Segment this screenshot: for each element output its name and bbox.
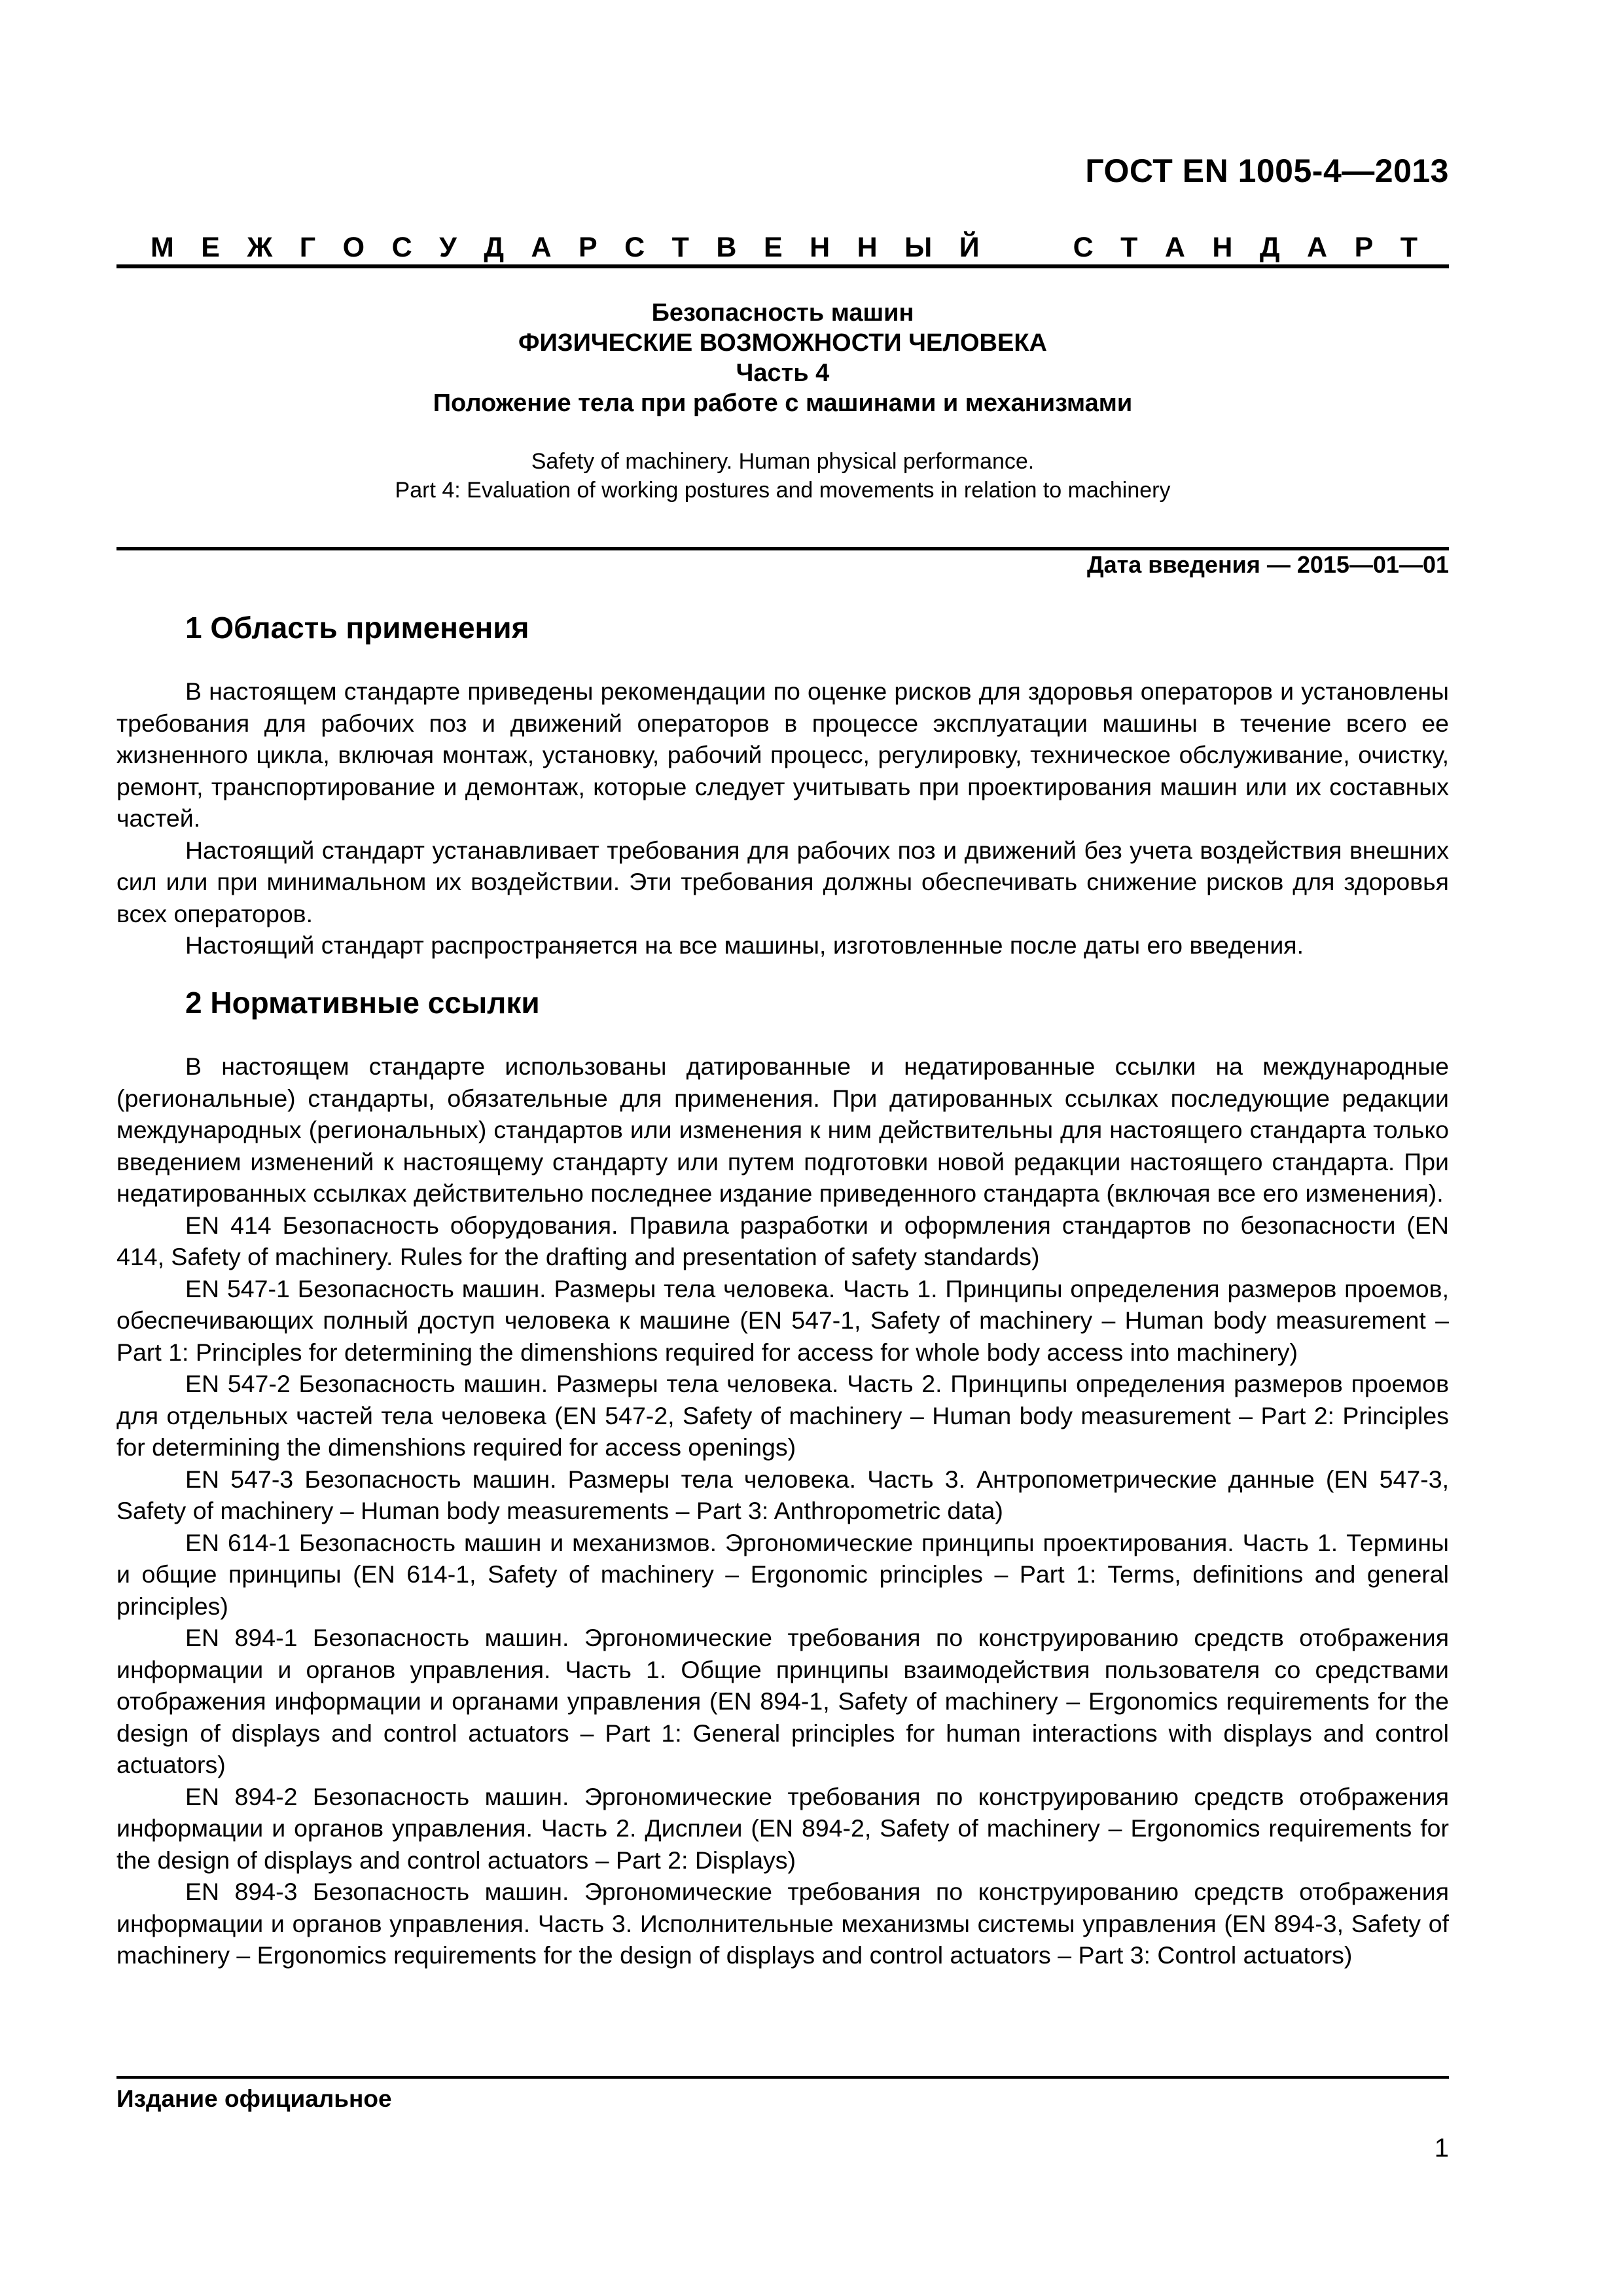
english-title-line: Part 4: Evaluation of working postures and movements in relation to machinery: [395, 478, 1171, 503]
heading-letter: О: [342, 231, 365, 263]
heading-letter: А: [1164, 231, 1185, 263]
heading-letter: Т: [1120, 231, 1138, 263]
heading-letter: Р: [1354, 231, 1374, 263]
section-heading: 2 Нормативные ссылки: [185, 986, 540, 1020]
heading-letter: Т: [671, 231, 689, 263]
english-title-line: Safety of machinery. Human physical performance.: [531, 449, 1035, 474]
paragraph: Настоящий стандарт устанавливает требования для рабочих поз и движений без учета воздействия внешних сил или при минимальном их воздействии. Эти требования должны обеспечивать снижение рисков для здоровья всех операторов.: [116, 836, 1449, 927]
section-normative-references: [116, 985, 1449, 1971]
heading-letter: Е: [763, 231, 783, 263]
title-divider: [116, 547, 1449, 550]
heading-letter: Ы: [904, 231, 933, 263]
reference-item: EN 547-1 Безопасность машин. Размеры тела человека. Часть 1. Принципы определения размеров проемов, обеспечивающих полный доступ человека к машине (EN 547-1, Safety of machinery – Human body measurement – Part 1: Principles for determining the dimenshions required for access for whole body access into machinery): [116, 1274, 1449, 1366]
section-scope: [116, 610, 1449, 961]
heading-letter: Р: [578, 231, 597, 263]
reference-item: EN 414 Безопасность оборудования. Правила разработки и оформления стандартов по безопасности (EN 414, Safety of machinery. Rules for the drafting and presentation of safety standards): [116, 1211, 1449, 1270]
introduction-date: Дата введения — 2015—01—01: [1086, 551, 1449, 578]
reference-item: EN 614-1 Безопасность машин и механизмов. Эргономические принципы проектирования. Часть 1. Термины и общие принципы (EN 614-1, Safety of machinery – Ergonomic principles – Part 1: Terms, definitions and general principles): [116, 1528, 1449, 1620]
title-block: [116, 298, 1449, 505]
heading-letter: В: [716, 231, 737, 263]
page-number: 1: [1434, 2134, 1449, 2162]
heading-letter: Г: [299, 231, 316, 263]
heading-letter: С: [1073, 231, 1094, 263]
heading-letter: Д: [1259, 231, 1280, 263]
title-line: ФИЗИЧЕСКИЕ ВОЗМОЖНОСТИ ЧЕЛОВЕКА: [518, 329, 1047, 357]
document-page: [116, 0, 1449, 2296]
reference-item: EN 894-1 Безопасность машин. Эргономические требования по конструированию средств отображения информации и органов управления. Часть 1. Общие принципы взаимодействия пользователя со средствами отображения информации и органами управления (EN 894-1, Safety of machinery – Ergonomics requirements for the design of displays and control actuators – Part 1: General principles for human interactions with displays and control actuators): [116, 1624, 1449, 1778]
title-line: Положение тела при работе с машинами и механизмами: [433, 389, 1133, 417]
heading-letter: Й: [959, 231, 980, 263]
official-edition-label: Издание официальное: [116, 2085, 392, 2112]
heading-letter: С: [391, 231, 412, 263]
heading-letter: Ж: [247, 231, 273, 263]
heading-letter: Н: [810, 231, 830, 263]
paragraph: В настоящем стандарте приведены рекомендации по оценке рисков для здоровья операторов и установлены требования для рабочих поз и движений операторов в процессе эксплуатации машины в течение всего ее жизненного цикла, включая монтаж, установку, рабочий процесс, регулировку, техническое обслуживание, очистку, ремонт, транспортирование и демонтаж, которые следует учитывать при проектирования машин или их составных частей.: [116, 677, 1449, 832]
title-line: Часть 4: [736, 359, 830, 387]
title-line: Безопасность машин: [651, 299, 914, 327]
reference-item: EN 547-2 Безопасность машин. Размеры тела человека. Часть 2. Принципы определения размеров проемов для отдельных частей тела человека (EN 547-2, Safety of machinery – Human body measurement – Part 2: Principles for determining the dimenshions required for access openings): [116, 1370, 1449, 1461]
interstate-standard-heading: [116, 229, 1449, 266]
heading-letter: Д: [484, 231, 504, 263]
heading-letter: А: [1307, 231, 1328, 263]
reference-item: EN 547-3 Безопасность машин. Размеры тела человека. Часть 3. Антропометрические данные (EN 547-3, Safety of machinery – Human body measurements – Part 3: Anthropometric data): [116, 1465, 1449, 1524]
reference-item: EN 894-3 Безопасность машин. Эргономические требования по конструированию средств отображения информации и органов управления. Часть 3. Исполнительные механизмы системы управления (EN 894-3, Safety of machinery – Ergonomics requirements for the design of displays and control actuators – Part 3: Control actuators): [116, 1878, 1449, 1969]
heading-letter: Е: [201, 231, 220, 263]
heading-letter: Н: [1212, 231, 1233, 263]
heading-letter: Н: [857, 231, 878, 263]
paragraph: Настоящий стандарт распространяется на все машины, изготовленные после даты его введения.: [185, 931, 1304, 959]
heading-letter: М: [151, 231, 174, 263]
heading-letter: С: [624, 231, 645, 263]
document-code: ГОСТ EN 1005-4—2013: [1085, 152, 1449, 189]
heading-letter: Т: [1400, 231, 1418, 263]
heading-letter: У: [439, 231, 457, 263]
paragraph: В настоящем стандарте использованы датированные и недатированные ссылки на международные (региональные) стандарты, обязательные для применения. При датированных ссылках последующие редакции международных (региональных) стандартов или изменения к ним действительны для настоящего стандарта только введением изменений к настоящему стандарту или путем подготовки новой редакции настоящего стандарта. При недатированных ссылках действительно последнее издание приведенного стандарта (включая все его изменения).: [116, 1052, 1449, 1207]
header-divider: [116, 264, 1449, 268]
footer-divider: [116, 2076, 1449, 2079]
heading-letter: А: [531, 231, 552, 263]
section-heading: 1 Область применения: [185, 611, 529, 645]
reference-item: EN 894-2 Безопасность машин. Эргономические требования по конструированию средств отображения информации и органов управления. Часть 2. Дисплеи (EN 894-2, Safety of machinery – Ergonomics requirements for the design of displays and control actuators – Part 2: Displays): [116, 1782, 1449, 1874]
